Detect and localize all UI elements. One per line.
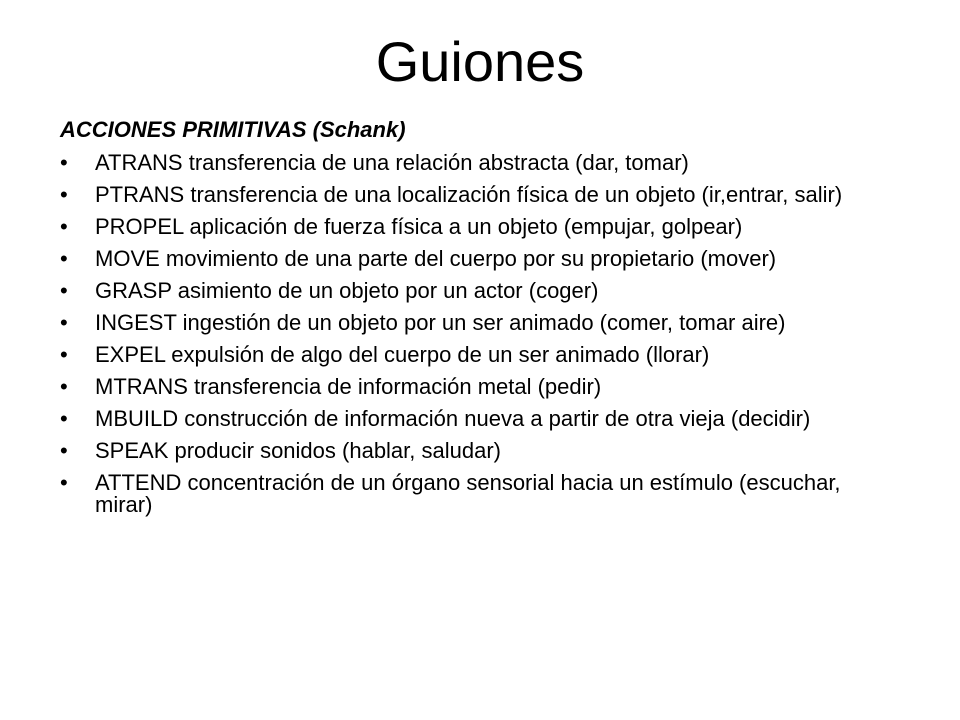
bullet-icon: •: [60, 246, 68, 271]
bullet-text: GRASP asimiento de un objeto por un actor (coger): [95, 278, 599, 303]
bullet-icon: •: [60, 438, 68, 463]
bullet-item: [60, 472, 890, 516]
bullet-item: [60, 376, 890, 398]
bullet-item: [60, 344, 890, 366]
bullet-text: ATTEND concentración de un órgano sensorial hacia un estímulo (escuchar, mirar): [95, 470, 841, 517]
bullet-text: EXPEL expulsión de algo del cuerpo de un ser animado (llorar): [95, 342, 710, 367]
bullet-item: [60, 248, 890, 270]
bullet-item: [60, 280, 890, 302]
bullet-text: INGEST ingestión de un objeto por un ser animado (comer, tomar aire): [95, 310, 786, 335]
bullet-item: [60, 408, 890, 430]
bullet-icon: •: [60, 214, 68, 239]
bullet-icon: •: [60, 470, 68, 495]
bullet-text: MOVE movimiento de una parte del cuerpo por su propietario (mover): [95, 246, 777, 271]
bullet-list: [60, 152, 890, 516]
bullet-icon: •: [60, 342, 68, 367]
slide-title: Guiones: [375, 30, 585, 93]
bullet-text: SPEAK producir sonidos (hablar, saludar): [95, 438, 501, 463]
bullet-text: MTRANS transferencia de información metal (pedir): [95, 374, 602, 399]
bullet-item: [60, 216, 890, 238]
bullet-text: ATRANS transferencia de una relación abstracta (dar, tomar): [95, 150, 689, 175]
bullet-icon: •: [60, 150, 68, 175]
bullet-text: PTRANS transferencia de una localización física de un objeto (ir,entrar, salir): [95, 182, 843, 207]
bullet-item: [60, 152, 890, 174]
slide-content: [60, 114, 890, 526]
bullet-text: MBUILD construcción de información nueva a partir de otra vieja (decidir): [95, 406, 811, 431]
bullet-icon: •: [60, 182, 68, 207]
bullet-icon: •: [60, 406, 68, 431]
bullet-icon: •: [60, 374, 68, 399]
bullet-icon: •: [60, 310, 68, 335]
bullet-text: PROPEL aplicación de fuerza física a un objeto (empujar, golpear): [95, 214, 743, 239]
slide-subtitle: ACCIONES PRIMITIVAS (Schank): [60, 117, 406, 142]
bullet-item: [60, 440, 890, 462]
bullet-icon: •: [60, 278, 68, 303]
bullet-item: [60, 312, 890, 334]
bullet-item: [60, 184, 890, 206]
